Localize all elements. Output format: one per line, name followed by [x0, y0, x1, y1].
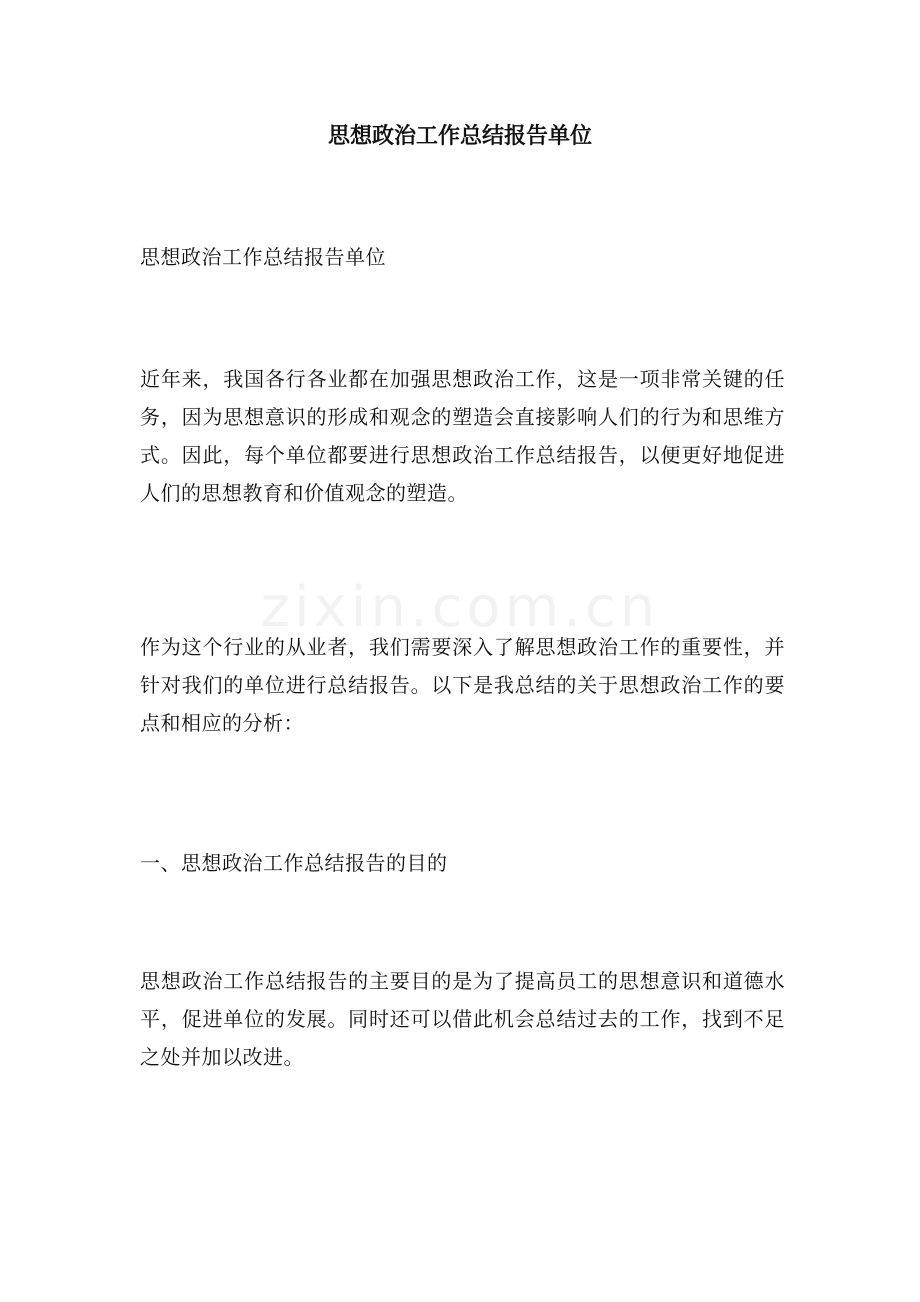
document-title: 思想政治工作总结报告单位	[327, 123, 592, 149]
watermark: zixin.com.cn	[260, 575, 660, 640]
section-heading-purpose: 一、思想政治工作总结报告的目的	[140, 851, 448, 875]
paragraph-intro: 近年来，我国各行各业都在加强思想政治工作，这是一项非常关键的任务，因为思想意识的形成和观念的塑造会直接影响人们的行为和思维方式。因此，每个单位都要进行思想政治工作总结报告，以便更好地促进人们的思想教育和价值观念的塑造。	[140, 367, 785, 505]
paragraph-practitioner: 作为这个行业的从业者，我们需要深入了解思想政治工作的重要性，并针对我们的单位进行总结报告。以下是我总结的关于思想政治工作的要点和相应的分析：	[140, 635, 785, 735]
document-subtitle: 思想政治工作总结报告单位	[140, 245, 386, 269]
paragraph-purpose: 思想政治工作总结报告的主要目的是为了提高员工的思想意识和道德水平，促进单位的发展。同时还可以借此机会总结过去的工作，找到不足之处并加以改进。	[140, 969, 785, 1069]
